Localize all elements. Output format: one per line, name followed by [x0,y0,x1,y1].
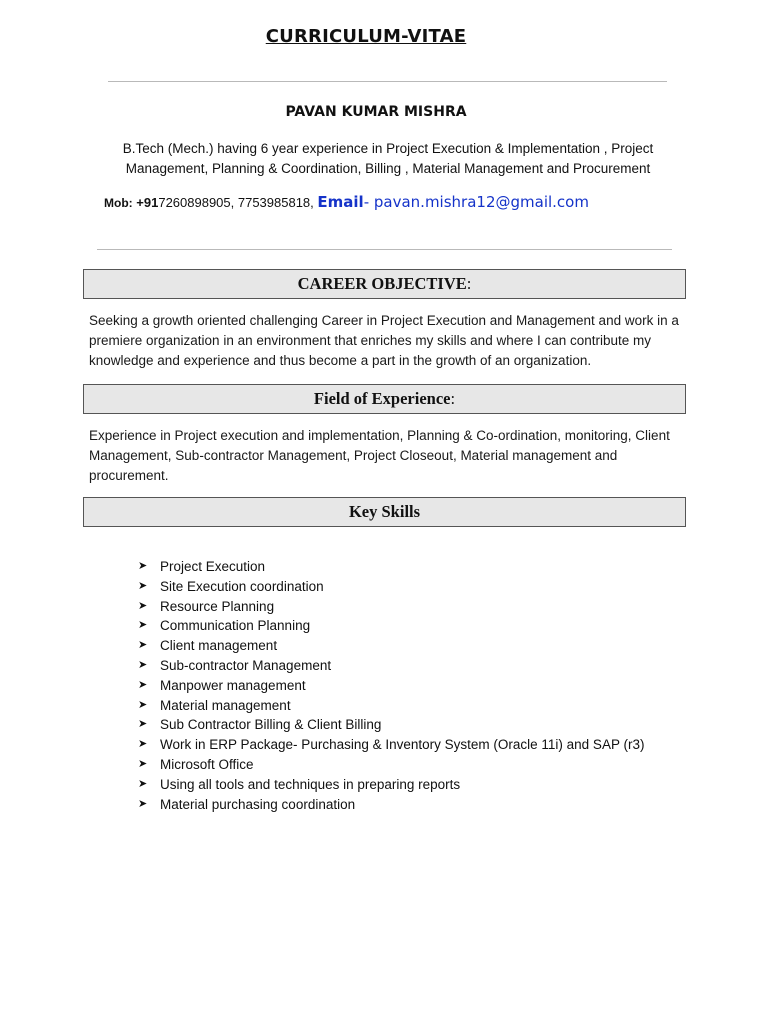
arrowhead-bullet-icon: ➤ [138,560,148,572]
divider-bottom [97,249,672,250]
skill-item [138,636,644,656]
skill-item [138,656,644,676]
field-of-experience-colon: : [450,389,456,408]
key-skills-title: Key Skills [348,502,421,521]
contact-line [104,193,589,211]
skill-label: Sub Contractor Billing & Client Billing [160,717,382,733]
skill-label: Manpower management [160,677,306,693]
arrowhead-bullet-icon: ➤ [138,639,148,652]
arrowhead-bullet-icon: ➤ [138,777,148,790]
skill-item [138,616,644,636]
skill-label: Material management [160,697,291,713]
skill-item [138,795,644,815]
career-objective-text: Seeking a growth oriented challenging Career in Project Execution and Management and work in a premiere organization in an environment that enriches my skills and where I can contribute my knowledge and experience and thus become a part in the growth of an organization. [89,313,679,368]
field-of-experience-title: Field of Experience [313,389,451,408]
skill-label: Sub-contractor Management [160,657,332,673]
mobile-numbers: 7260898905, 7753985818, [158,195,314,210]
arrowhead-bullet-icon: ➤ [138,797,148,810]
divider-top [108,81,667,82]
arrowhead-bullet-icon: ➤ [138,718,148,731]
skill-label: Work in ERP Package- Purchasing & Inventory System (Oracle 11i) and SAP (r3) [160,737,645,753]
arrowhead-bullet-icon: ➤ [138,599,148,612]
skill-item [138,696,644,716]
skill-label: Communication Planning [160,618,311,634]
mobile-label: Mob: [104,196,133,210]
career-objective-colon: : [466,274,472,293]
skill-item [138,775,644,795]
arrowhead-bullet-icon: ➤ [138,619,148,632]
skill-item [138,577,644,597]
field-of-experience-text: Experience in Project execution and implementation, Planning & Co-ordination, monitoring, Client Management, Sub-contractor Management, Project Closeout, Material management and procurement. [89,428,670,483]
skill-label: Site Execution coordination [160,578,324,594]
career-objective-title: CAREER OBJECTIVE [297,274,467,293]
skill-item [138,755,644,775]
arrowhead-bullet-icon: ➤ [138,579,148,592]
arrowhead-bullet-icon: ➤ [138,678,148,691]
document-title: CURRICULUM-VITAE [265,26,467,47]
candidate-name: PAVAN KUMAR MISHRA [285,104,467,120]
skill-item [138,597,644,617]
key-skills-list [138,557,644,814]
arrowhead-bullet-icon: ➤ [138,698,148,711]
arrowhead-bullet-icon: ➤ [138,738,148,751]
skill-item [138,735,644,755]
skill-label: Material purchasing coordination [160,796,356,812]
skill-label: Using all tools and techniques in preparing reports [160,776,461,792]
arrowhead-bullet-icon: ➤ [138,658,148,671]
skill-item [138,557,644,577]
email-label: Email [317,193,364,211]
skill-label: Project Execution [160,559,266,574]
mobile-country-code: +91 [136,195,159,210]
career-objective-heading [83,269,686,299]
arrowhead-bullet-icon: ➤ [138,757,148,770]
email-link[interactable] [317,193,589,211]
profile-summary: B.Tech (Mech.) having 6 year experience in Project Execution & Implementation , Project Management, Planning & Coordination, Billing , Material Management and Procurement [122,141,654,176]
skill-label: Resource Planning [160,598,275,614]
skill-item [138,676,644,696]
key-skills-heading [83,497,686,527]
skill-item [138,715,644,735]
email-address: - pavan.mishra12@gmail.com [363,193,589,211]
skill-label: Client management [160,638,278,654]
skill-label: Microsoft Office [160,756,254,772]
field-of-experience-heading [83,384,686,414]
